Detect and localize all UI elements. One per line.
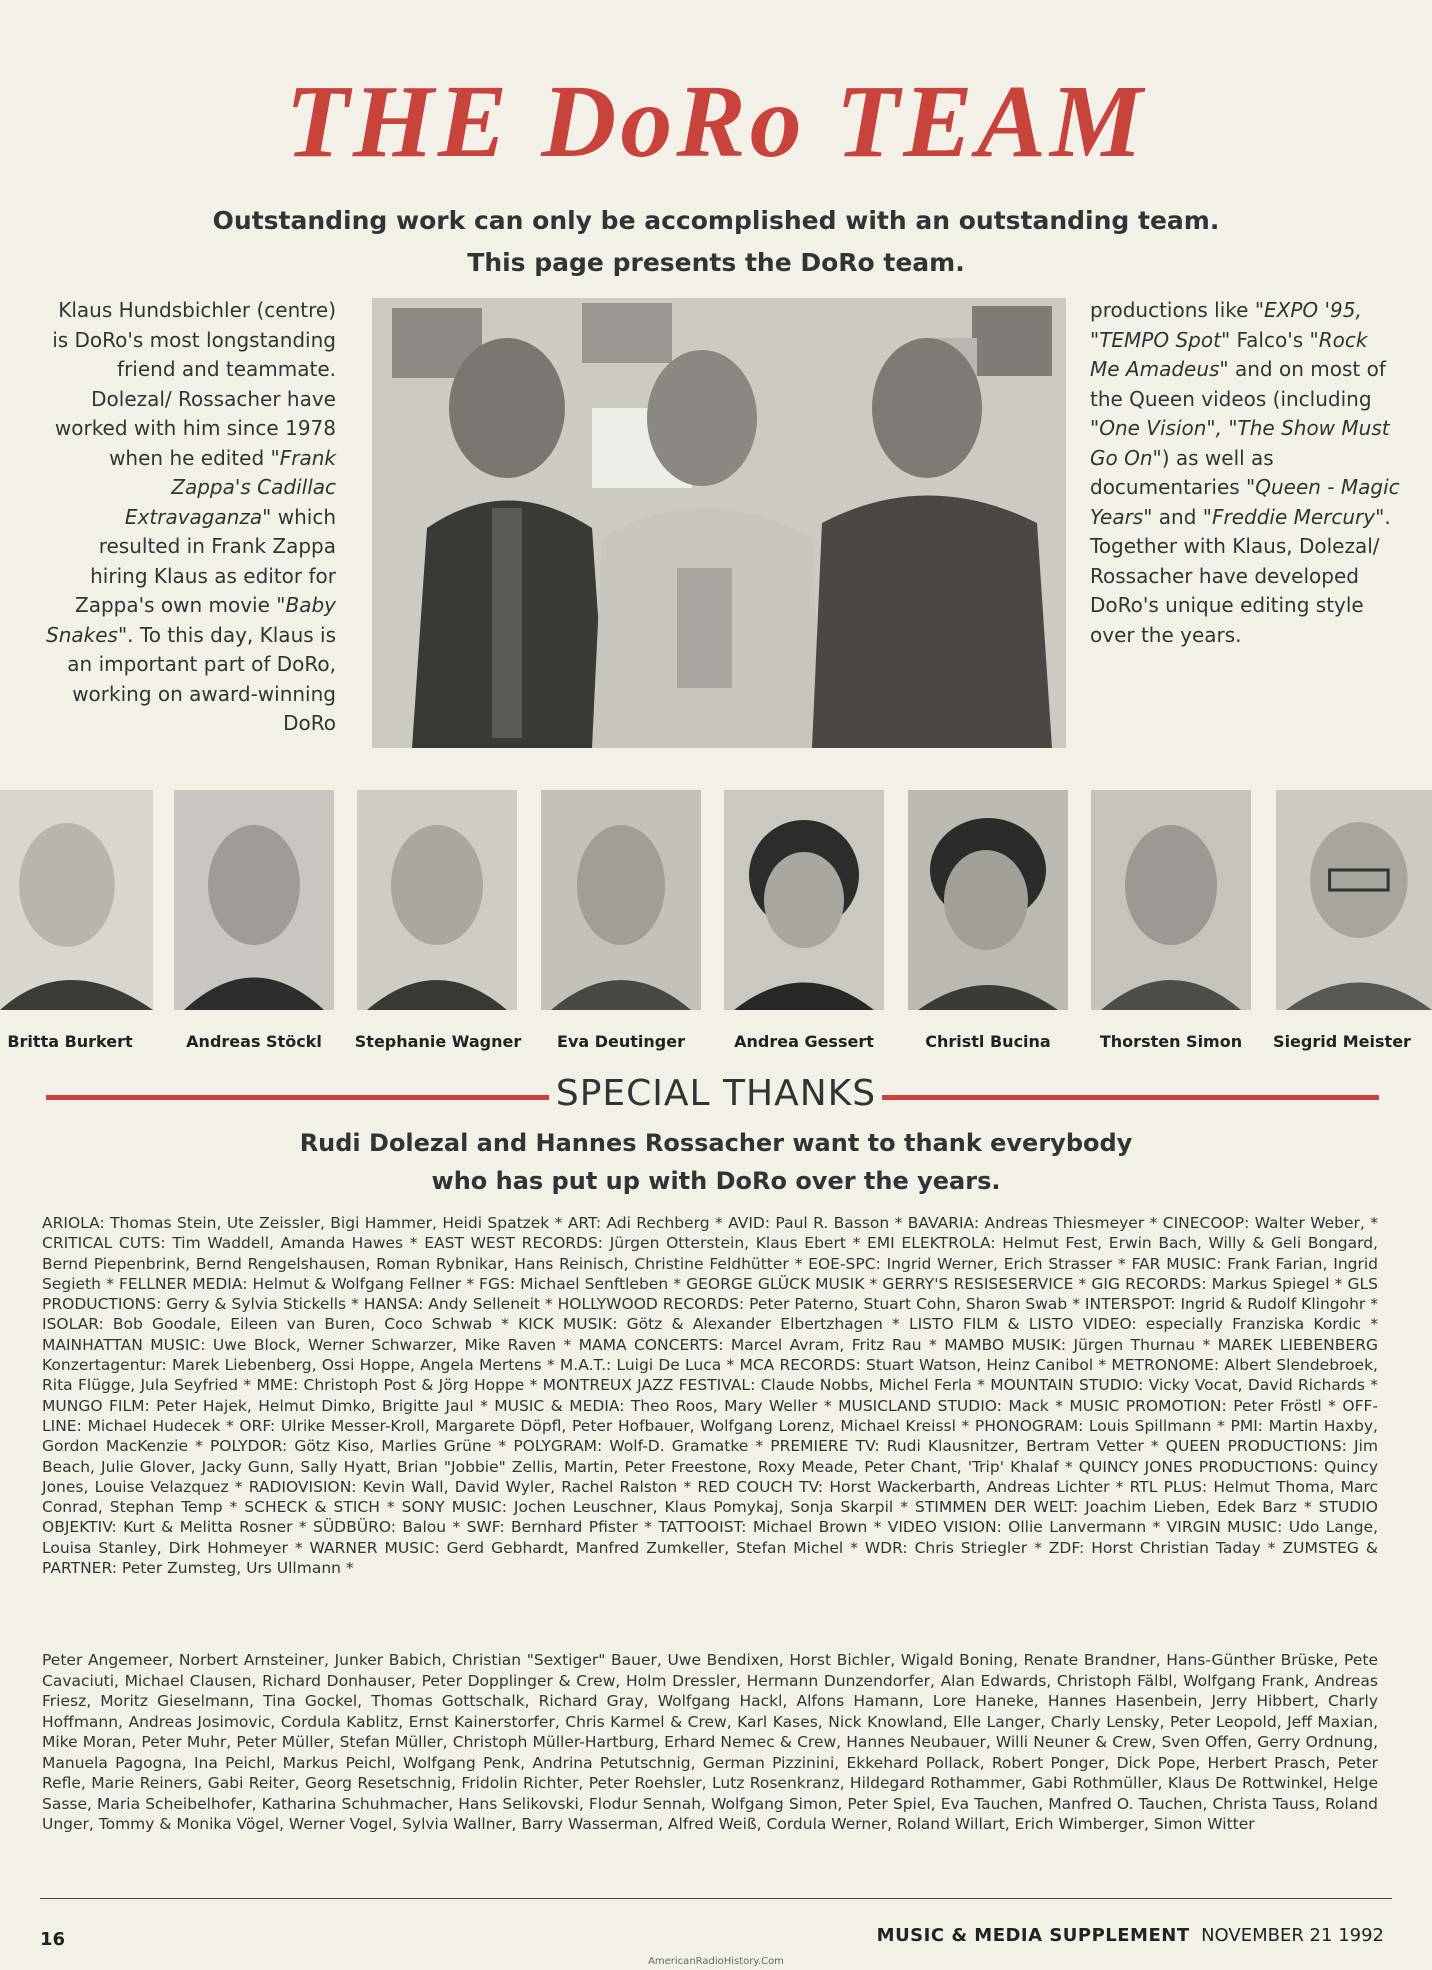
intro-right-text: . Together with Klaus, Dolezal/ Rossacher have developed DoRo's unique editing style over the years. xyxy=(1090,504,1391,647)
intro-left-title: "Baby Snakes" xyxy=(46,593,336,647)
team-member-name: Andrea Gessert xyxy=(734,1032,874,1051)
team-member-name: Stephanie Wagner xyxy=(354,1032,522,1051)
intro-left-text: . To this day, Klaus is an important part of DoRo, working on award-winning DoRo xyxy=(67,622,336,735)
page-number: 16 xyxy=(40,1929,66,1950)
team-member-name: Britta Burkert xyxy=(7,1032,133,1051)
divider-rule xyxy=(882,1095,1379,1100)
intro-right-title: "EXPO '95, "TEMPO Spot" xyxy=(1090,298,1362,352)
subtitle-line-2: This page presents the DoRo team. xyxy=(467,248,965,277)
individual-credits: Peter Angemeer, Norbert Arnsteiner, Junker Babich, Christian "Sextiger" Bauer, Uwe Bendixen, Horst Bichler, Wigald Boning, Renate Brandner, Hans-Günther Brüske, Pete Cavaciuti, Michael Clausen, Richard Donhauser, Peter Dopplinger & Crew, Holm Dressler, Hermann Dunzendorfer, Alan Edwards, Christoph Fälbl, Wolfgang Frank, Andreas Friesz, Moritz Gieselmann, Tina Gockel, Thomas Gottschalk, Richard Gray, Wolfgang Hackl, Alfons Hamann, Lore Haneke, Hannes Hasenbein, Jerry Hibbert, Charly Hoffmann, Andreas Josimovic, Cordula Kablitz, Ernst Kainerstorfer, Chris Karmel & Crew, Karl Kases, Nick Knowland, Elle Langer, Charly Lensky, Peter Leopold, Jeff Maxian, Mike Moran, Peter Muhr, Peter Müller, Stefan Müller, Christoph Müller-Hartburg, Erhard Nemec & Crew, Hannes Neubauer, Willi Neuner & Crew, Sven Offen, Gerry Ordnung, Manuela Pagogna, Ina Peichl, Markus Peichl, Wolfgang Penk, Andrina Petutschnig, German Pizzinini, Ekkehard Pollack, Robert Ponger, Dick Pope, Herbert Prasch, Peter Refle, Marie Reiners, Gabi Reiter, Georg Resetschnig, Fridolin Richter, Peter Roehsler, Lutz Rosenkranz, Hildegard Rothammer, Gabi Rothmüller, Klaus De Rottwinkel, Helge Sasse, Maria Scheibelhofer, Katharina Schuhmacher, Hans Selikovski, Flodur Sennah, Wolfgang Simon, Peter Spiel, Eva Tauchen, Manfred O. Tauchen, Christa Tauss, Roland Unger, Tommy & Monika Vögel, Werner Vogel, Sylvia Wallner, Barry Wasserman, Alfred Weiß, Cordula Werner, Roland Willart, Erich Wimberger, Simon Witter xyxy=(42,1651,1378,1833)
intro-right-text: and xyxy=(1152,504,1203,529)
intro-right-title: "Freddie Mercury" xyxy=(1202,504,1385,529)
thanks-line-2: who has put up with DoRo over the years. xyxy=(431,1167,1001,1195)
intro-left-text: Klaus Hundsbichler (centre) is DoRo's most longstanding friend and teammate. Dolezal/ Rossacher have worked with him since 1978 when he edited xyxy=(52,298,336,470)
intro-right-text: productions like xyxy=(1090,298,1255,322)
team-member-name: Siegrid Meister xyxy=(1273,1032,1411,1051)
watermark: AmericanRadioHistory.Com xyxy=(648,1956,784,1967)
intro-right-title: "One Vision", "The Show Must Go On" xyxy=(1090,416,1390,470)
intro-right-title: "Queen - Magic Years" xyxy=(1090,475,1400,529)
intro-right-title: "Rock Me Amadeus" xyxy=(1090,327,1368,381)
team-member-name: Christl Bucina xyxy=(925,1032,1051,1051)
publication-name: MUSIC & MEDIA SUPPLEMENT xyxy=(876,1925,1190,1946)
team-member-name: Eva Deutinger xyxy=(557,1032,685,1051)
company-credits: ARIOLA: Thomas Stein, Ute Zeissler, Bigi Hammer, Heidi Spatzek * ART: Adi Rechberg * AVID: Paul R. Basson * BAVARIA: Andreas Thiesmeyer * CINECOOP: Walter Weber, * CRITICAL CUTS: Tim Waddell, Amanda Hawes * EAST WEST RECORDS: Jürgen Otterstein, Klaus Ebert * EMI ELEKTROLA: Helmut Fest, Erwin Bach, Willy & Geli Bongard, Bernd Piepenbrink, Bernd Rengelshausen, Roman Rybnikar, Hans Reinisch, Christine Feldhütter * EOE-SPC: Ingrid Werner, Erich Strasser * FAR MUSIC: Frank Farian, Ingrid Segieth * FELLNER MEDIA: Helmut & Wolfgang Fellner * FGS: Michael Senftleben * GEORGE GLÜCK MUSIK * GERRY'S RESISESERVICE * GIG RECORDS: Markus Spiegel * GLS PRODUCTIONS: Gerry & Sylvia Stickells * HANSA: Andy Selleneit * HOLLYWOOD RECORDS: Peter Paterno, Stuart Cohn, Sharon Swab * INTERSPOT: Ingrid & Rudolf Klingohr * ISOLAR: Bob Goodale, Eileen van Buren, Coco Schwab * KICK MUSIK: Götz & Alexander Elbertzhagen * LISTO FILM & LISTO VIDEO: especially Franziska Kordic * MAINHATTAN MUSIC: Uwe Block, Werner Schwarzer, Mike Raven * MAMA CONCERTS: Marcel Avram, Fritz Rau * MAMBO MUSIK: Jürgen Thurnau * MAREK LIEBENBERG Konzertagentur: Marek Liebenberg, Ossi Hoppe, Angela Mertens * M.A.T.: Luigi De Luca * MCA RECORDS: Stuart Watson, Heinz Canibol * METRONOME: Albert Slendebroek, Rita Flügge, Jula Seyfried * MME: Christoph Post & Jörg Hoppe * MONTREUX JAZZ FESTIVAL: Claude Nobbs, Michel Ferla * MOUNTAIN STUDIO: Vicky Vocat, David Richards * MUNGO FILM: Peter Hajek, Helmut Dimko, Brigitte Jaul * MUSIC & MEDIA: Theo Roos, Mary Weller * MUSICLAND STUDIO: Mack * MUSIC PROMOTION: Peter Fröstl * OFF-LINE: Michael Hudecek * ORF: Ulrike Messer-Kroll, Margarete Döpfl, Peter Hofbauer, Wolfgang Lorenz, Michael Kreissl * PHONOGRAM: Louis Spillmann * PMI: Martin Haxby, Gordon MacKenzie * POLYDOR: Götz Kiso, Marlies Grüne * POLYGRAM: Wolf-D. Gramatke * PREMIERE TV: Rudi Klausnitzer, Bertram Vetter * QUEEN PRODUCTIONS: Jim Beach, Julie Glover, Jacky Gunn, Sally Hyatt, Brian "Jobbie" Zellis, Martin, Peter Freestone, Roxy Meade, Peter Chant, 'Trip' Khalaf * QUINCY JONES PRODUCTIONS: Quincy Jones, Louise Velazquez * RADIOVISION: Kevin Wall, David Wyler, Rachel Ralston * RED COUCH TV: Horst Wackerbarth, Andreas Lichter * RTL PLUS: Helmut Thoma, Marc Conrad, Stephan Temp * SCHECK & STICH * SONY MUSIC: Jochen Leuschner, Klaus Pomykaj, Sonja Skarpil * STIMMEN DER WELT: Joachim Lieben, Edek Barz * STUDIO OBJEKTIV: Kurt & Melitta Rosner * SÜDBÜRO: Balou * SWF: Bernhard Pfister * TATTOOIST: Michael Brown * VIDEO VISION: Ollie Lanvermann * VIRGIN MUSIC: Udo Lange, Louisa Stanley, Dirk Hohmeyer * WARNER MUSIC: Gerd Gebhardt, Manfred Zumkeller, Stefan Michel * WDR: Chris Striegler * ZDF: Horst Christian Taday * ZUMSTEG & PARTNER: Peter Zumsteg, Urs Ullmann * xyxy=(42,1214,1378,1578)
team-member-name: Andreas Stöckl xyxy=(186,1032,322,1051)
portrait-photo xyxy=(1091,790,1251,1010)
special-thanks-subheading xyxy=(150,1124,1282,1200)
intro-right-text: and on most of the Queen videos (including xyxy=(1090,357,1386,411)
publication-footer xyxy=(877,1925,1384,1946)
page-subtitle xyxy=(100,200,1332,284)
team-portraits xyxy=(0,790,1432,1010)
page-title: THE DoRo TEAM xyxy=(285,64,1147,179)
portrait-photo xyxy=(0,790,153,1010)
team-member-name: Thorsten Simon xyxy=(1099,1032,1243,1051)
portrait-photo xyxy=(174,790,334,1010)
intro-right-column xyxy=(1090,296,1402,650)
portrait-photo xyxy=(908,790,1068,1010)
intro-left-column xyxy=(40,296,336,739)
portrait-photo xyxy=(541,790,701,1010)
intro-left-text: which resulted in Frank Zappa hiring Klaus as editor for Zappa's own movie xyxy=(75,504,336,617)
divider-rule xyxy=(46,1095,549,1100)
thanks-line-1: Rudi Dolezal and Hannes Rossacher want to thank everybody xyxy=(299,1129,1133,1157)
portrait-photo xyxy=(724,790,884,1010)
intro-left-title: "Frank Zappa's Cadillac Extravaganza" xyxy=(124,445,336,529)
portrait-photo xyxy=(357,790,517,1010)
publication-date: NOVEMBER 21 1992 xyxy=(1201,1925,1384,1946)
intro-right-text: ) as well as documentaries xyxy=(1090,445,1274,499)
team-group-photo xyxy=(372,298,1066,748)
subtitle-line-1: Outstanding work can only be accomplished with an outstanding team. xyxy=(212,206,1220,235)
portrait-photo xyxy=(1276,790,1432,1010)
special-thanks-heading: SPECIAL THANKS xyxy=(555,1073,877,1114)
footer-rule xyxy=(40,1898,1392,1899)
intro-right-text: Falco's xyxy=(1230,327,1310,352)
